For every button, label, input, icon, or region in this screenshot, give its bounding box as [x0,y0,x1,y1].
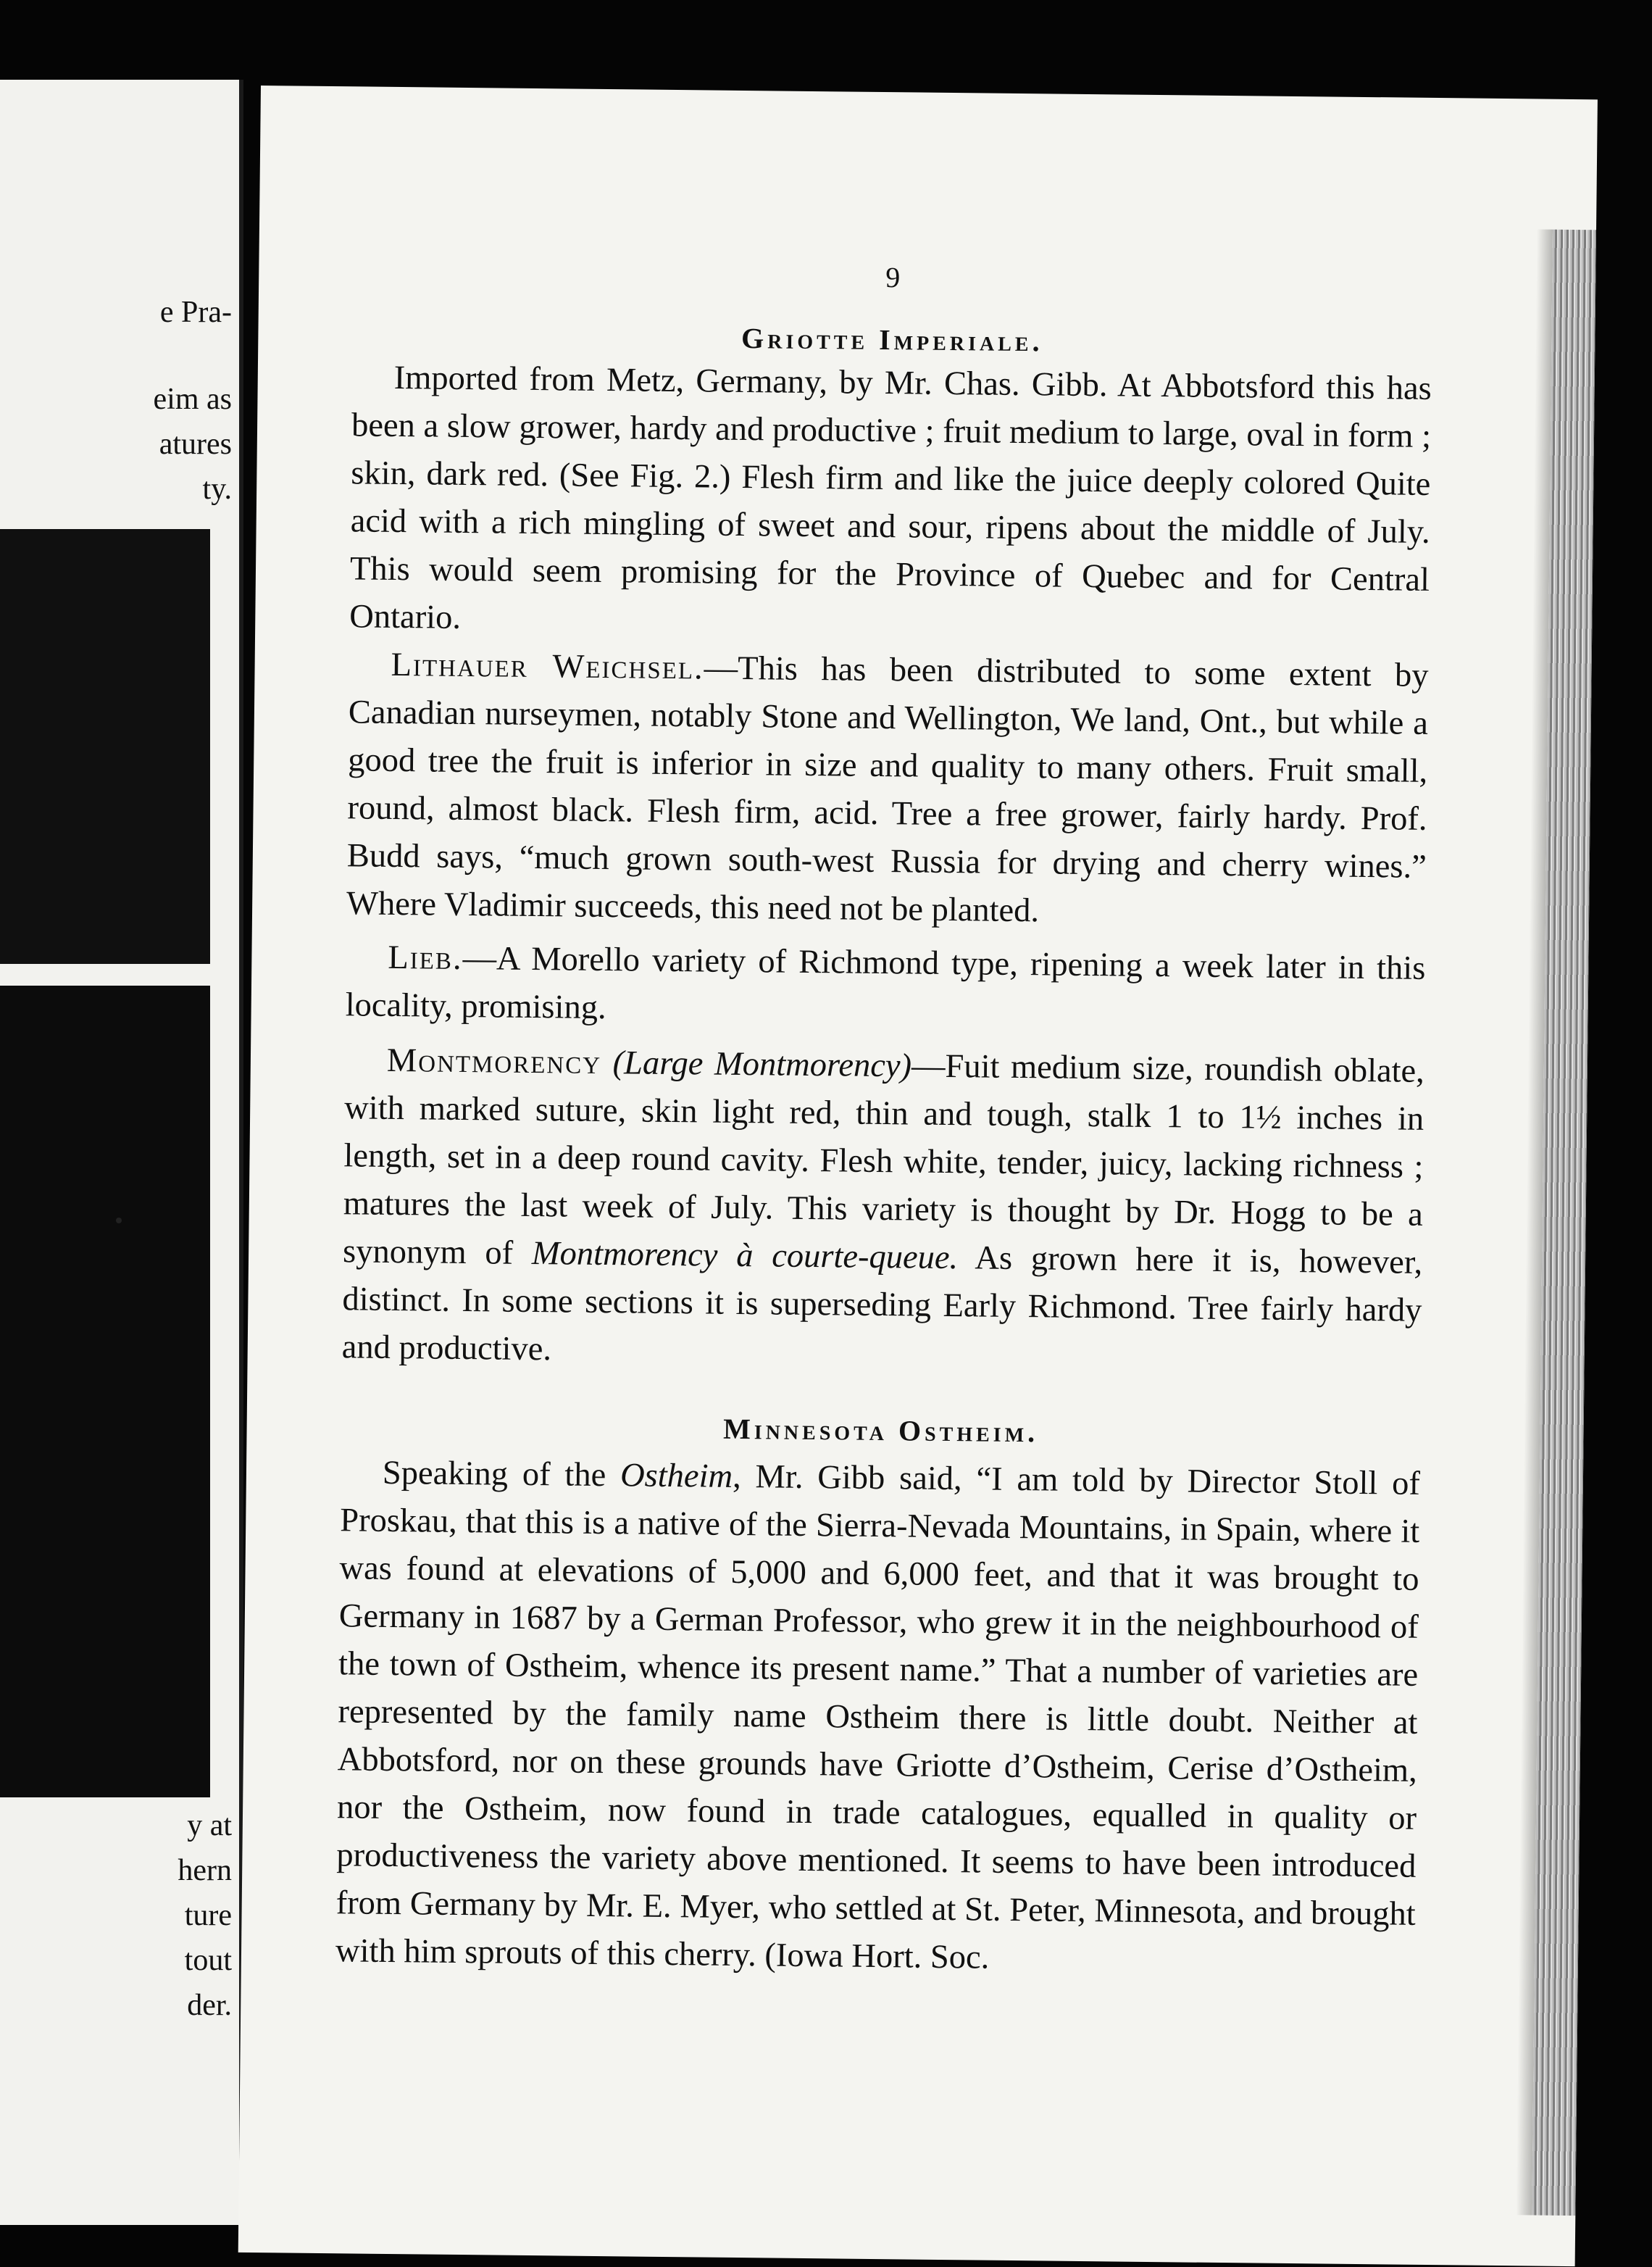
paragraph-minnesota-ostheim [335,1449,1421,1987]
variety-text: —Fuit medium size, roundish oblate, with marked suture, skin light red, thin and tough, stalk 1 to 1½ inches in length, set in a deep round cavity. Flesh white, tender, juicy, lacking richness ; matures the last week of July. This variety is thought by Dr. Hogg to be a synonym of [342,1047,1425,1272]
variety-text: As grown here it is, however, distinct. In some sections it is superseding Early Richmond. Tree fairly hardy and productive. [341,1239,1423,1368]
left-page-fragment: tout [184,1944,232,1977]
variety-name-lieb: Lieb. [388,939,463,977]
variety-name-montmorency: Montmorency [386,1041,602,1081]
left-page-fragment: atures [159,428,232,461]
variety-text: —This has been distributed to some extent by Canadian nurseymen, notably Stone and Wellington, We land, Ont., but while a good tree the fruit is inferior in size and quality to many others. Fruit small, round, almost black. Flesh firm, acid. Tree a free grower, fairly hardy. Prof. Budd says, “much grown south-west Russia for drying and cherry wines.” Where Vladimir succeeds, this need not be planted. [346,649,1429,930]
synonym-name: Montmorency à courte-queue. [531,1235,959,1277]
left-page-fragment: eim as [153,383,232,416]
left-page-plate-image [0,986,210,1797]
variety-alt-name: (Large Montmorency) [612,1044,912,1085]
paragraph-griotte-imperiale: Imported from Metz, Germany, by Mr. Chas. Gibb. At Abbotsford this has been a slow grower, hardy and productive ; fruit medium to large, oval in form ; skin, dark red. (See Fig. 2.) Flesh firm and like the juice deeply colored Quite acid with a rich mingling of sweet and sour, ripens about the middle of July. This would seem promising for the Province of Quebec and for Central Ontario. [349,359,1432,636]
left-page-fragment: der. [187,1989,232,2022]
text-flow [335,317,1432,1986]
left-page-fragment: ty. [202,473,232,506]
variety-name-lithauer-weichsel: Lithauer Weichsel. [391,646,704,687]
page-number: 9 [885,261,901,294]
left-page-fragment: e Pra- [159,296,232,329]
left-page-fragment: hern [178,1854,232,1887]
left-page-fragment: y at [187,1809,232,1842]
left-page-fragment: ture [184,1899,232,1932]
left-page-plate-image [0,529,210,964]
paragraph-lithauer-weichsel [346,641,1429,939]
page-content [335,86,1435,1976]
paragraph-text: , Mr. Gibb said, “I am told by Director Stoll of Proskau, that this is a native of the Sierra-Nevada Mountains, in Spain, where it was found at elevations of 5,000 and 6,000 feet, and that it was brought to Germany in 1687 by a German Professor, who grew it in the neighbourhood of the town of Ostheim, whence its present name.” That a number of varieties are represented by the family name Ostheim there is little doubt. Neither at Abbotsford, nor on these grounds have Griotte d’Ostheim, Cerise d’Ostheim, nor the Ostheim, now found in trade catalogues, equalled in quality or productiveness the variety above mentioned. It seems to have been introduced from Germany by Mr. E. Myer, who settled at St. Peter, Minnesota, and brought with him sprouts of this cherry. (Iowa Hort. Soc. [335,1457,1421,1976]
section-heading-griotte-imperiale: Griotte Imperiale. [741,321,1043,358]
left-facing-page [0,80,243,2225]
book-page [238,86,1598,2266]
paragraph-lieb [345,933,1425,1041]
paragraph-text: Speaking of the [382,1454,606,1494]
variety-text: —A Morello variety of Richmond type, ripening a week later in this locality, promising. [345,939,1426,1027]
variety-name-ostheim: Ostheim [620,1457,733,1495]
section-heading-minnesota-ostheim: Minnesota Ostheim. [722,1412,1039,1449]
paragraph-montmorency [341,1036,1424,1383]
